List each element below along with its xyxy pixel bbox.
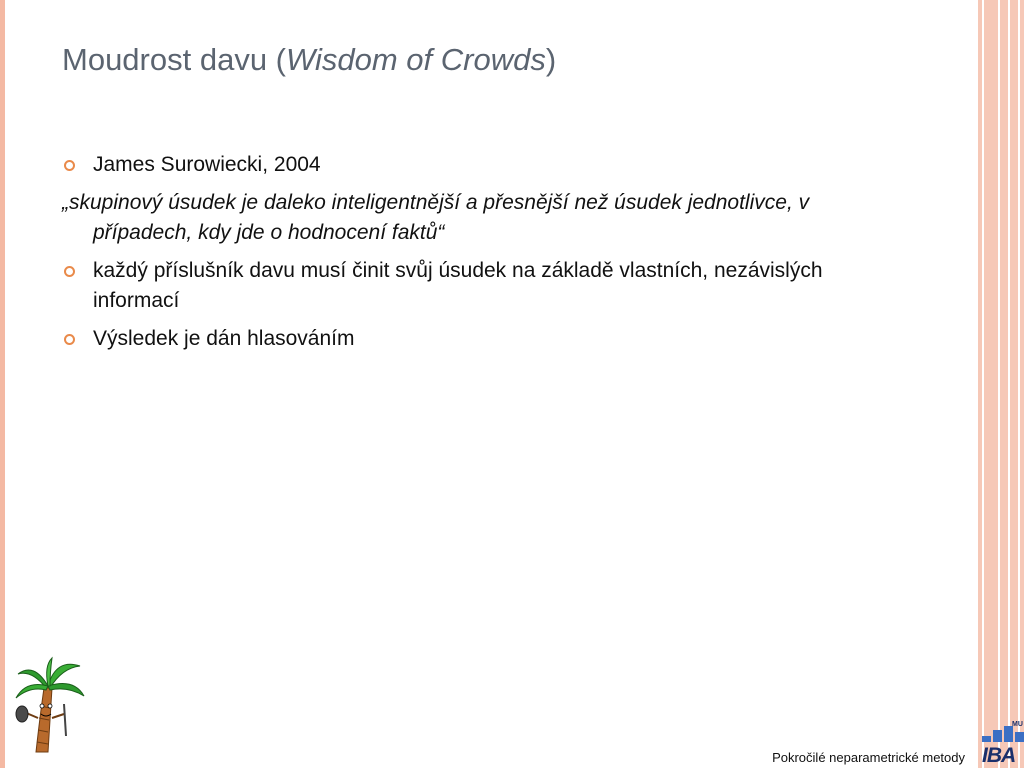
bullet-item: [62, 150, 892, 180]
slide-right-stripes: [978, 0, 1024, 768]
slide-left-border: [0, 0, 5, 768]
bullet-text: Výsledek je dán hlasováním: [93, 327, 355, 350]
title-suffix: ): [545, 42, 557, 77]
bullet-item: [62, 256, 892, 316]
title-prefix: Moudrost davu (: [62, 42, 286, 77]
bullet-item: [62, 324, 892, 354]
footer-course-title: Pokročilé neparametrické metody: [772, 750, 965, 765]
quote-text: „skupinový úsudek je daleko inteligentnější a přesnější než úsudek jednotlivce, v případech, kdy jde o hodnocení faktů“: [62, 191, 810, 244]
palm-tree-mascot-icon: [14, 656, 86, 756]
logo-mu-text: MU: [1012, 721, 1023, 728]
bullet-text: každý příslušník davu musí činit svůj úsudek na základě vlastních, nezávislých informací: [93, 259, 823, 312]
slide-content: [62, 150, 892, 362]
title-italic: Wisdom of Crowds: [286, 42, 546, 77]
slide-title: [62, 42, 556, 78]
bullet-ring-icon: [64, 160, 75, 171]
logo-iba-text: IBA: [982, 744, 1016, 767]
quote-item: [62, 188, 892, 248]
bullet-text: James Surowiecki, 2004: [93, 153, 321, 176]
bullet-ring-icon: [64, 266, 75, 277]
bullet-ring-icon: [64, 334, 75, 345]
